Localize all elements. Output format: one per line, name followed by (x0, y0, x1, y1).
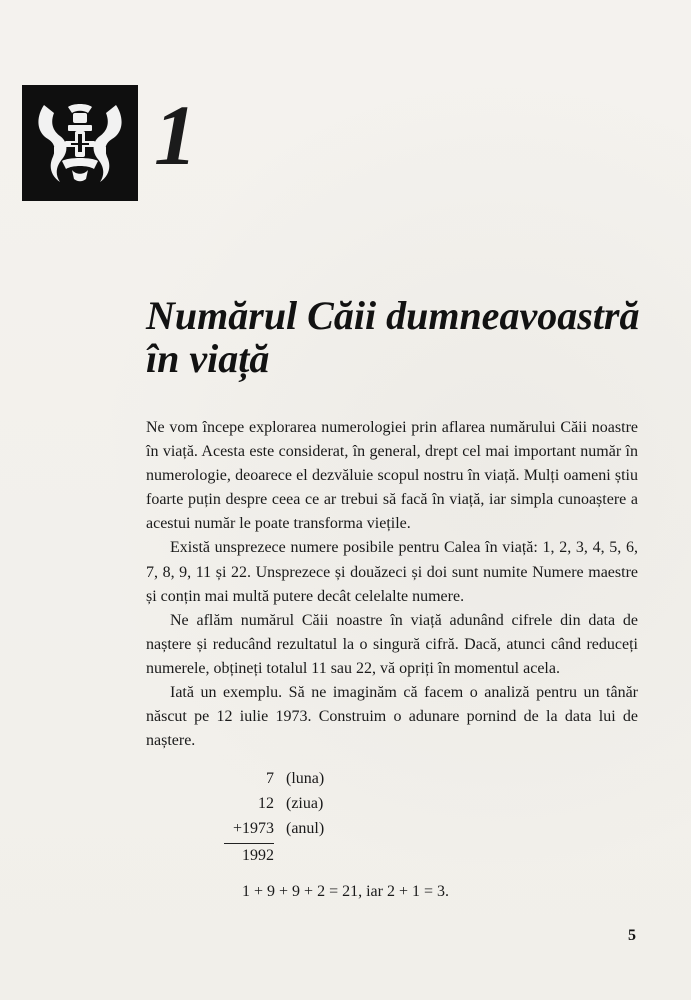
paragraph-3: Ne aflăm numărul Căii noastre în viață adunând cifrele din data de naștere și reducând rezultatul la o singură cifră. Dacă, atunci când reduceți numerele, obțineți totalul 11 sau 22, vă opriți în momentul acela. (146, 611, 638, 677)
paragraph-1: Ne vom începe explorarea numerologiei prin aflarea numărului Căii noastre în viață. Acesta este considerat, în general, drept cel mai important număr în numerologie, deoarece el dezvăluie scopul nostru în viață. Mulți oameni știu foarte puțin despre ceea ce ar trebui să facă în viață, iar simpla cunoaștere a acestui număr le poate transforma viețile. (146, 419, 638, 533)
sum-label: (ziua) (286, 795, 324, 812)
sum-divider (224, 843, 274, 844)
sum-row-month (224, 770, 484, 795)
sum-result-row (224, 847, 484, 872)
chapter-title-line-2: în viață (146, 335, 270, 381)
sum-label: (luna) (286, 770, 325, 787)
sum-value: 7 (266, 770, 274, 787)
reduction-equation: 1 + 9 + 9 + 2 = 21, iar 2 + 1 = 3. (242, 883, 450, 900)
chapter-ornament-icon (22, 85, 138, 201)
chapter-body (146, 416, 638, 753)
sum-result: 1992 (242, 847, 274, 864)
date-sum-example (224, 770, 484, 901)
paragraph-4: Iată un exemplu. Să ne imaginăm că facem o analiză pentru un tânăr născut pe 12 iulie 1973. Construim o adunare pornind de la data lui de naștere. (146, 684, 638, 750)
chapter-title (146, 295, 666, 381)
sum-row-year (224, 820, 484, 845)
paragraph-2: Există unsprezece numere posibile pentru Calea în viață: 1, 2, 3, 4, 5, 6, 7, 8, 9, 11 și 22. Unsprezece și douăzeci și doi sunt numite Numere maestre și conțin mai multă putere decât celelalte numere. (146, 539, 638, 605)
chapter-title-line-1: Numărul Căii dumneavoastră (146, 293, 640, 338)
sum-value: +1973 (232, 820, 274, 837)
sum-row-day (224, 795, 484, 820)
sum-label: (anul) (286, 820, 325, 837)
page-number: 5 (628, 927, 636, 944)
sum-value: 12 (258, 795, 274, 812)
chapter-number: 1 (154, 87, 197, 183)
